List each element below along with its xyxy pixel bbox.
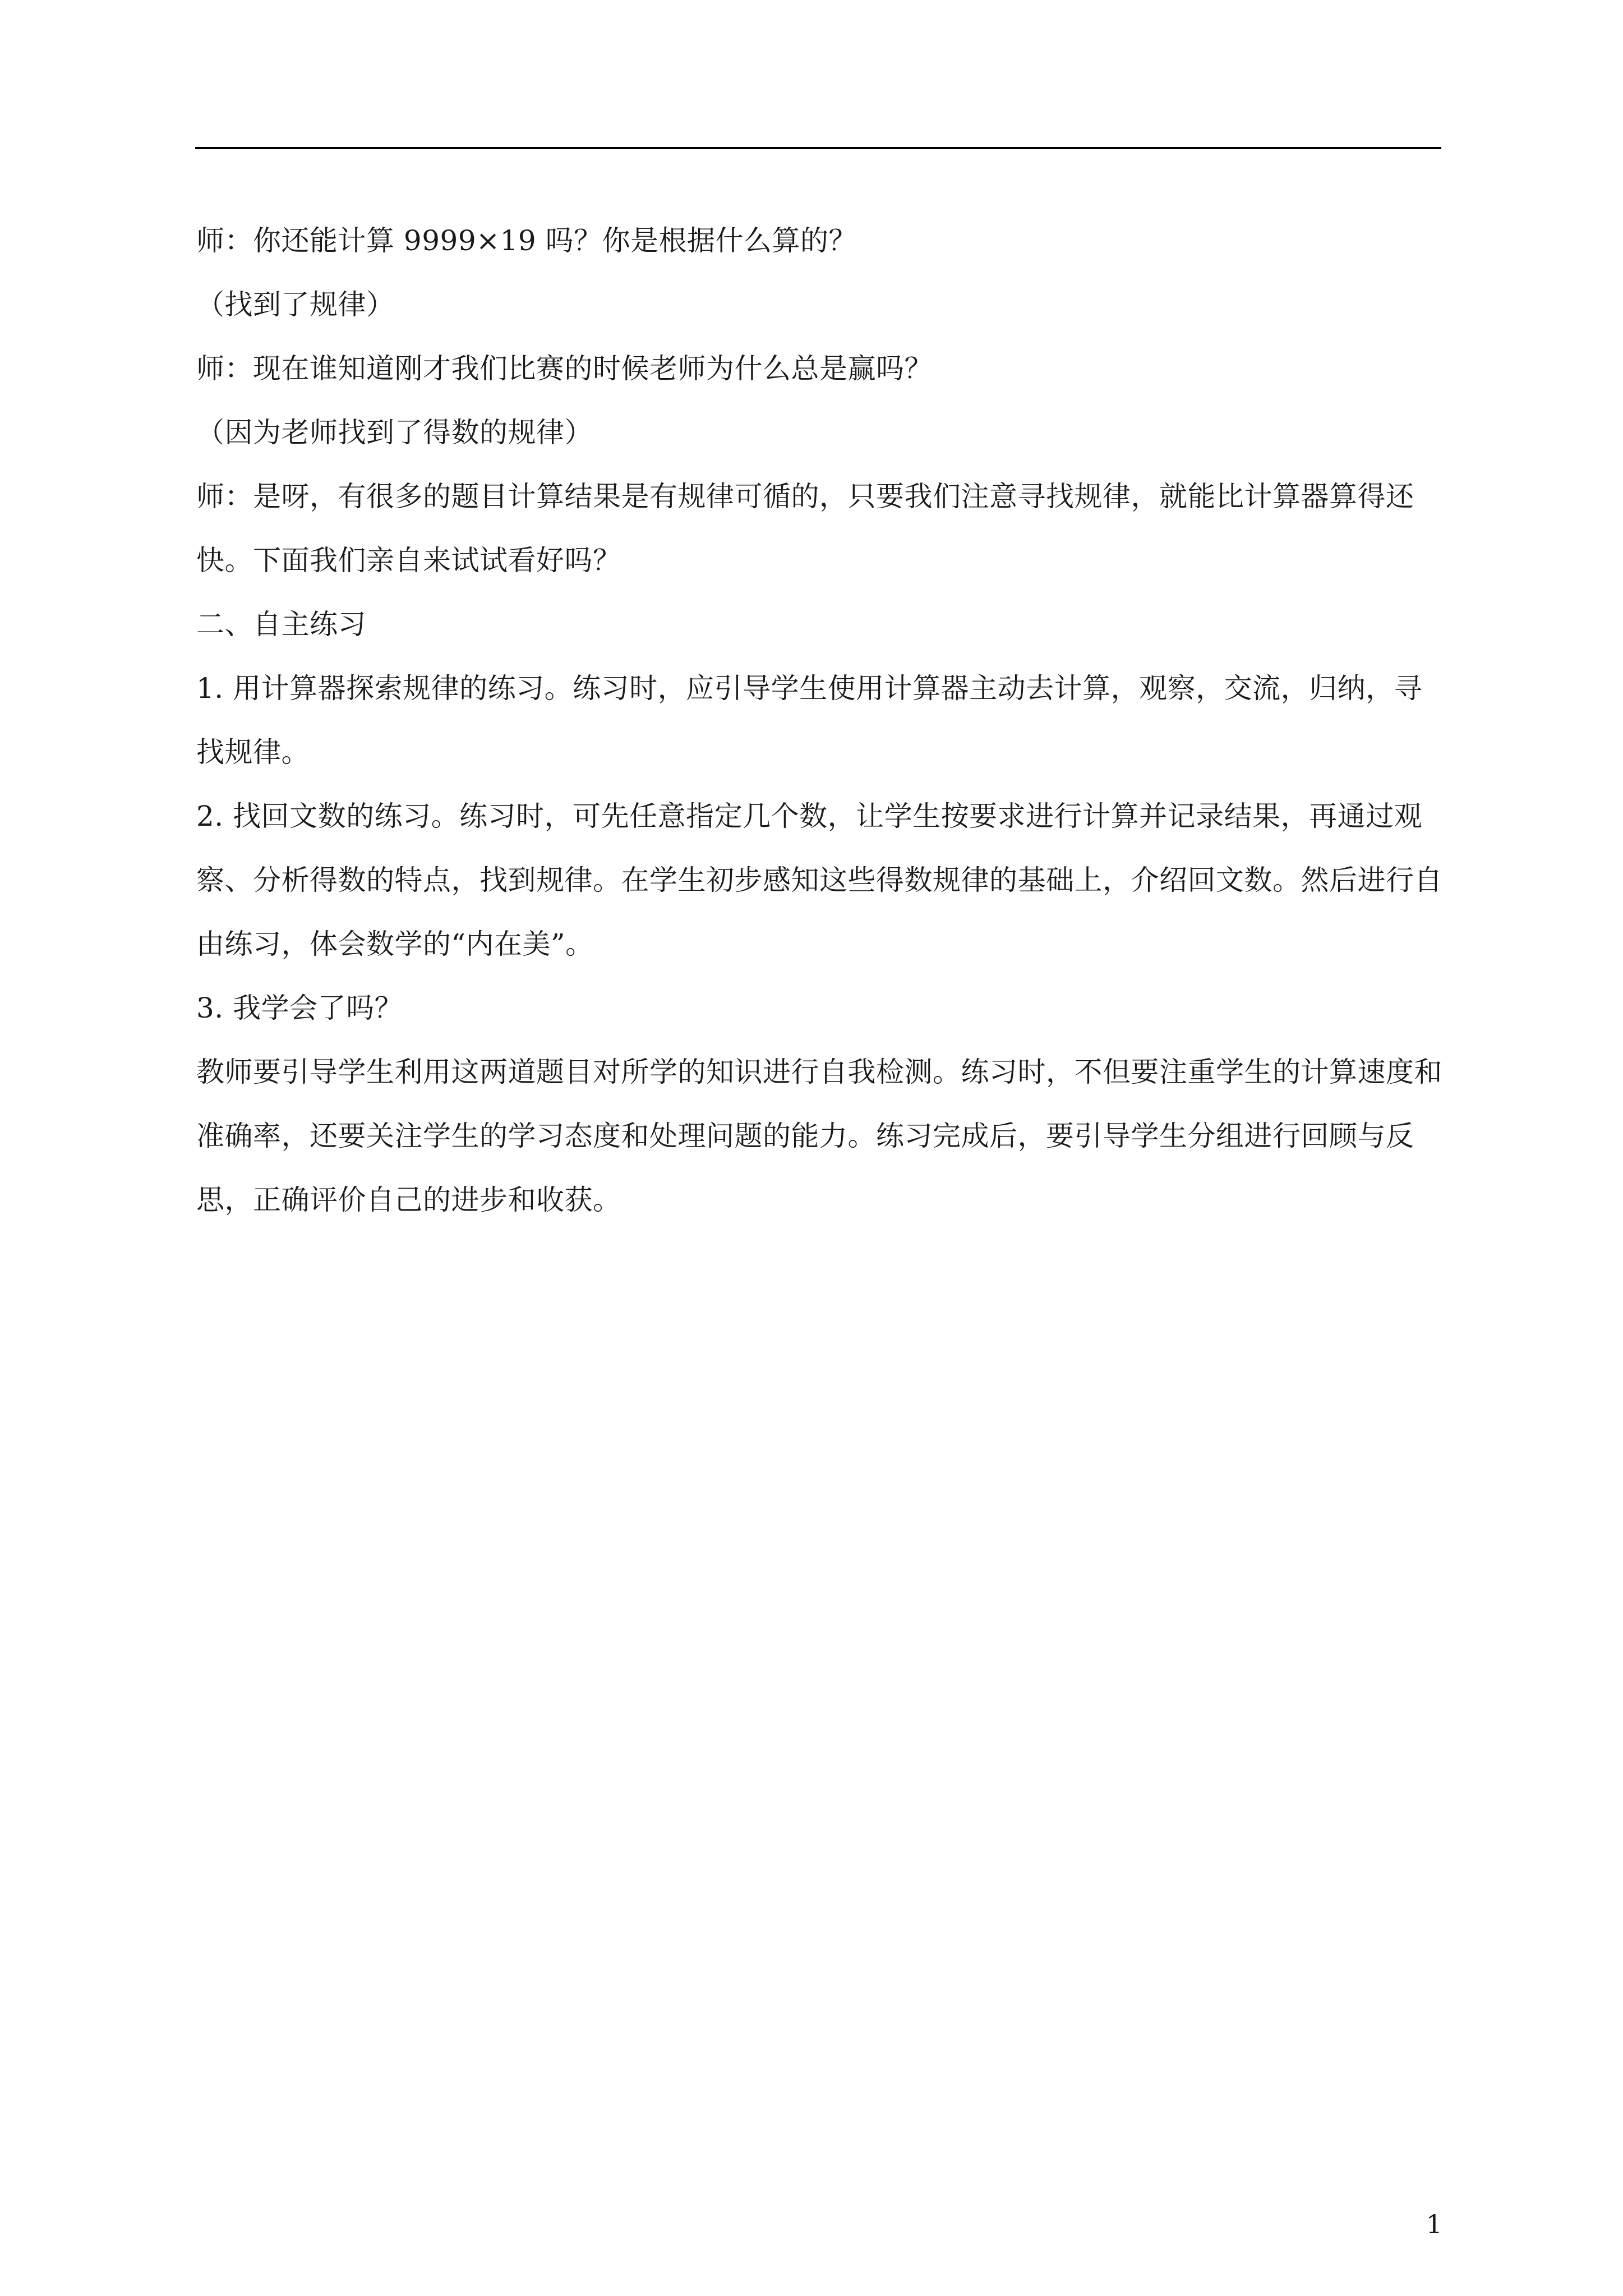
page-number: 1: [1426, 2209, 1442, 2239]
header-rule: [195, 147, 1441, 149]
paragraph-teacher-why-win: 师：现在谁知道刚才我们比赛的时候老师为什么总是赢吗？: [196, 352, 933, 385]
paragraph-teacher-found-pattern: （因为老师找到了得数的规律）: [196, 416, 593, 449]
paragraph-exercise-1: 1. 用计算器探索规律的练习。练习时，应引导学生使用计算器主动去计算，观察，交流，归纳，寻找规律。: [196, 672, 1423, 769]
paragraph-teacher-guidance: 教师要引导学生利用这两道题目对所学的知识进行自我检测。练习时，不但要注重学生的计算速度和准确率，还要关注学生的学习态度和处理问题的能力。练习完成后，要引导学生分组进行回顾与反思，正确评价自己的进步和收获。: [196, 1056, 1442, 1216]
paragraph-found-pattern: （找到了规律）: [196, 288, 395, 321]
paragraph-teacher-question-9999x19: 师：你还能计算 9999×19 吗？你是根据什么算的？: [196, 224, 857, 257]
document-body: [196, 209, 1442, 1232]
paragraph-teacher-rules-faster: 师：是呀，有很多的题目计算结果是有规律可循的，只要我们注意寻找规律，就能比计算器算得还快。下面我们亲自来试试看好吗？: [196, 480, 1414, 577]
paragraph-exercise-3: 3. 我学会了吗？: [196, 992, 403, 1024]
section-heading-self-practice: 二、自主练习: [196, 608, 366, 641]
paragraph-exercise-2: 2. 找回文数的练习。练习时，可先任意指定几个数，让学生按要求进行计算并记录结果，再通过观察、分析得数的特点，找到规律。在学生初步感知这些得数规律的基础上，介绍回文数。然后进行自由练习，体会数学的“内在美”。: [196, 800, 1442, 960]
